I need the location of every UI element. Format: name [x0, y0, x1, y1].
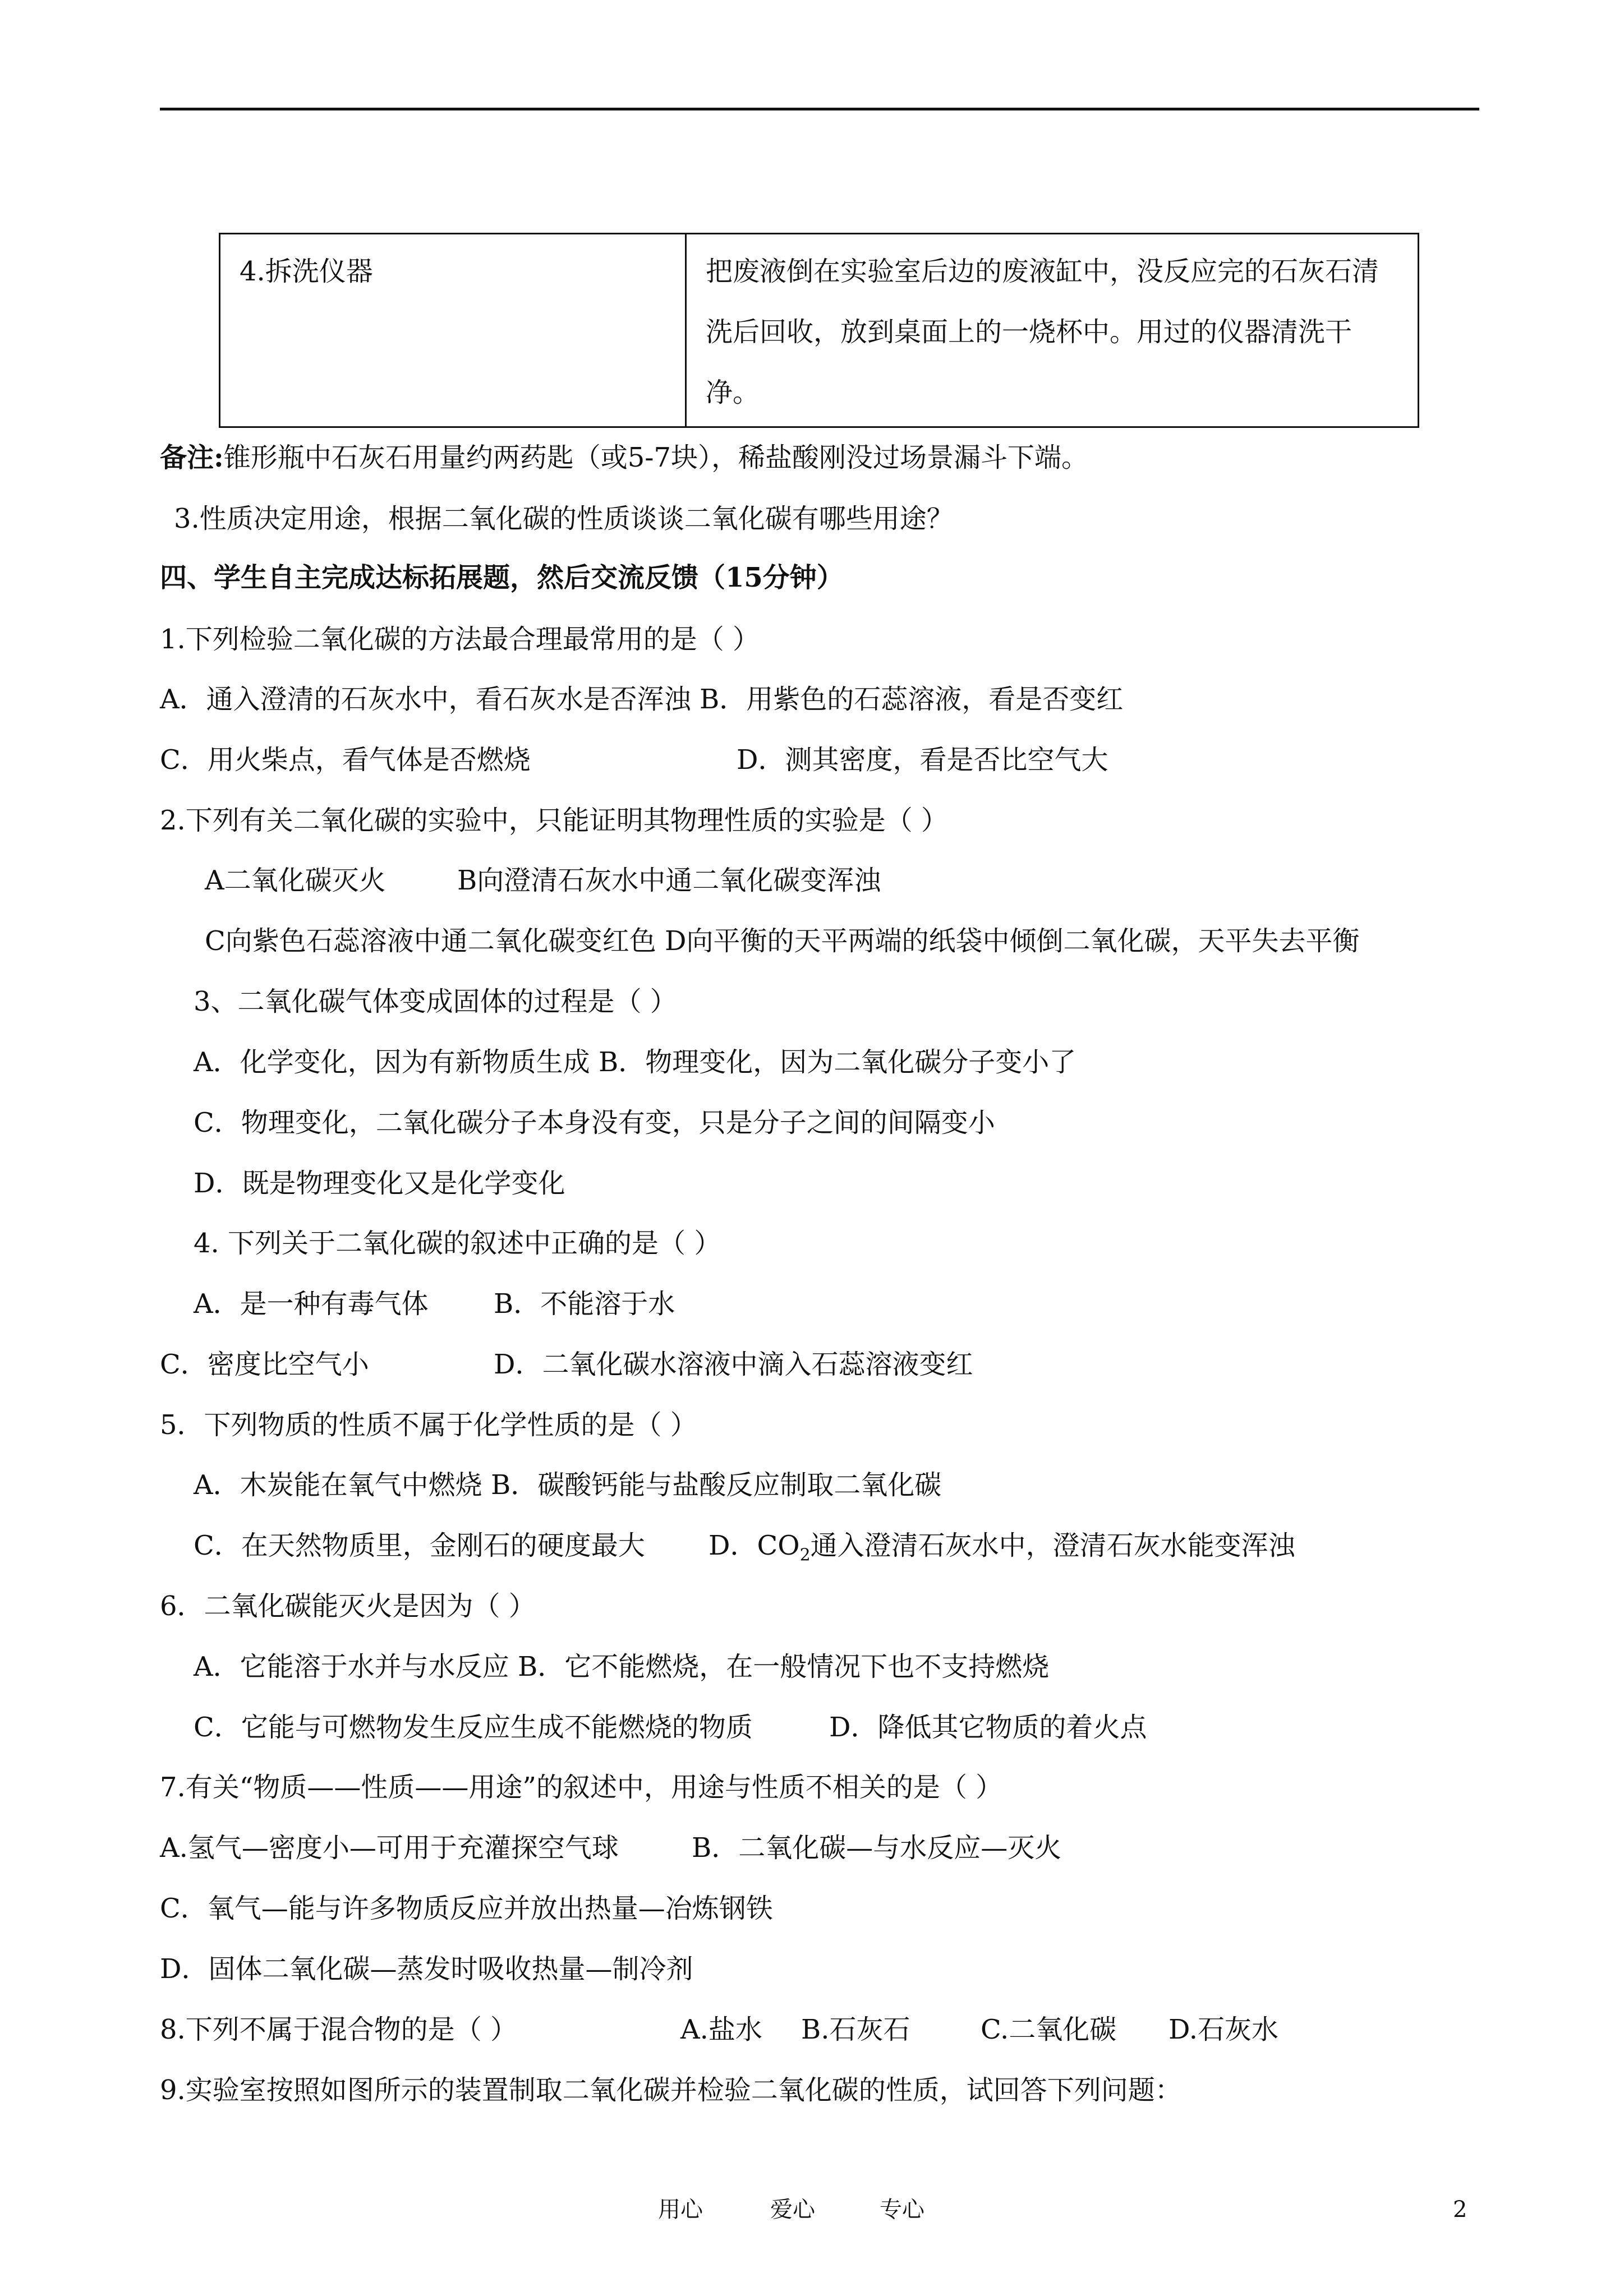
q3-stem: 3、二氧化碳气体变成固体的过程是（ ）: [194, 986, 677, 1017]
q4-option-a: A．是一种有毒气体: [194, 1288, 429, 1320]
q5-option-a: A．木炭能在氧气中燃烧: [194, 1469, 482, 1501]
section-4-heading: 四、学生自主完成达标拓展题，然后交流反馈（15分钟）: [160, 562, 844, 593]
q7-stem: 7.有关“物质——性质——用途”的叙述中，用途与性质不相关的是（ ）: [160, 1772, 1003, 1803]
q3-option-b: B．物理变化，因为二氧化碳分子变小了: [598, 1046, 1076, 1078]
q1-option-d: D．测其密度，看是否比空气大: [737, 744, 1108, 776]
q4-option-b: B．不能溶于水: [494, 1288, 675, 1320]
q1-option-a: A．通入澄清的石灰水中，看石灰水是否浑浊: [160, 684, 691, 715]
q2-option-a: A二氧化碳灭火: [205, 865, 386, 896]
q3-options-ab: [194, 1045, 1076, 1079]
q2-options-cd: [205, 924, 1360, 958]
q6-option-a: A．它能溶于水并与水反应: [194, 1651, 509, 1682]
experiment-steps-table: [219, 233, 1419, 428]
q2-stem: 2.下列有关二氧化碳的实验中，只能证明其物理性质的实验是（ ）: [160, 805, 949, 836]
q3-option-a: A．化学变化，因为有新物质生成: [194, 1046, 590, 1078]
q7-option-b: B．二氧化碳—与水反应—灭火: [692, 1832, 1062, 1864]
q2-option-d: D向平衡的天平两端的纸袋中倾倒二氧化碳，天平失去平衡: [665, 925, 1360, 957]
q1-stem: 1.下列检验二氧化碳的方法最合理最常用的是（ ）: [160, 624, 760, 655]
q2-option-c: C向紫色石蕊溶液中通二氧化碳变红色: [205, 925, 656, 957]
q5-option-c: C．在天然物质里，金刚石的硬度最大: [194, 1530, 645, 1561]
page-number: 2: [1453, 2197, 1467, 2223]
q4-option-d: D．二氧化碳水溶液中滴入石蕊溶液变红: [494, 1349, 973, 1380]
q7-option-c: C．氧气—能与许多物质反应并放出热量—冶炼钢铁: [160, 1893, 773, 1924]
q6-option-d: D．降低其它物质的着火点: [829, 1712, 1147, 1743]
q6-options-ab: [194, 1650, 1049, 1684]
q4-stem: 4. 下列关于二氧化碳的叙述中正确的是（ ）: [194, 1228, 721, 1259]
q1-options-ab: [160, 683, 1123, 716]
footer-motto-3: 专心: [880, 2197, 924, 2223]
q5-option-b: B．碳酸钙能与盐酸反应制取二氧化碳: [490, 1469, 942, 1501]
q6-option-b: B．它不能燃烧，在一般情况下也不支持燃烧: [517, 1651, 1050, 1682]
table-row: [220, 234, 1419, 427]
item-3: 3.性质决定用途，根据二氧化碳的性质谈谈二氧化碳有哪些用途？: [174, 503, 954, 534]
q7-option-d: D．固体二氧化碳—蒸发时吸收热量—制冷剂: [160, 1953, 693, 1985]
q6-option-c: C．它能与可燃物发生反应生成不能燃烧的物质: [194, 1712, 753, 1743]
footer-motto-2: 爱心: [770, 2197, 815, 2223]
q8-option-c: C.二氧化碳: [981, 2014, 1117, 2045]
q7-option-a: A.氢气—密度小—可用于充灌探空气球: [160, 1832, 619, 1864]
q9-stem: 9.实验室按照如图所示的装置制取二氧化碳并检验二氧化碳的性质，试回答下列问题：: [160, 2074, 1182, 2106]
q5-option-d: D．$CO_2$通入澄清石灰水中，澄清石灰水能变浑浊: [709, 1530, 1295, 1565]
q3-option-c: C．物理变化，二氧化碳分子本身没有变，只是分子之间的间隔变小: [194, 1107, 995, 1138]
step-description-cell: 把废液倒在实验室后边的废液缸中，没反应完的石灰石清洗后回收，放到桌面上的一烧杯中。用过的仪器清洗干净。: [686, 234, 1419, 427]
step-cell: 4.拆洗仪器: [220, 234, 686, 427]
q1-option-b: B．用紫色的石蕊溶液，看是否变红: [699, 684, 1124, 715]
q8-option-b: B.石灰石: [801, 2014, 910, 2045]
note-paragraph: [160, 441, 1088, 474]
q1-option-c: C．用火柴点，看气体是否燃烧: [160, 744, 531, 776]
q8-option-a: A.盐水: [680, 2014, 762, 2045]
q6-stem: 6．二氧化碳能灭火是因为（ ）: [160, 1590, 536, 1622]
header-rule: [160, 108, 1479, 110]
q5-options-ab: [194, 1468, 941, 1502]
q5-stem: 5．下列物质的性质不属于化学性质的是（ ）: [160, 1409, 697, 1441]
footer-motto-1: 用心: [658, 2197, 703, 2223]
q2-option-b: B向澄清石灰水中通二氧化碳变浑浊: [457, 865, 881, 896]
note-text: 锥形瓶中石灰石用量约两药匙（或5-7块），稀盐酸刚没过场景漏斗下端。: [223, 442, 1089, 473]
q8-option-d: D.石灰水: [1168, 2014, 1279, 2045]
q8-stem: 8.下列不属于混合物的是（ ）: [160, 2014, 518, 2045]
q4-option-c: C．密度比空气小: [160, 1349, 369, 1380]
q3-option-d: D．既是物理变化又是化学变化: [194, 1168, 565, 1199]
note-label: 备注:: [160, 442, 224, 473]
